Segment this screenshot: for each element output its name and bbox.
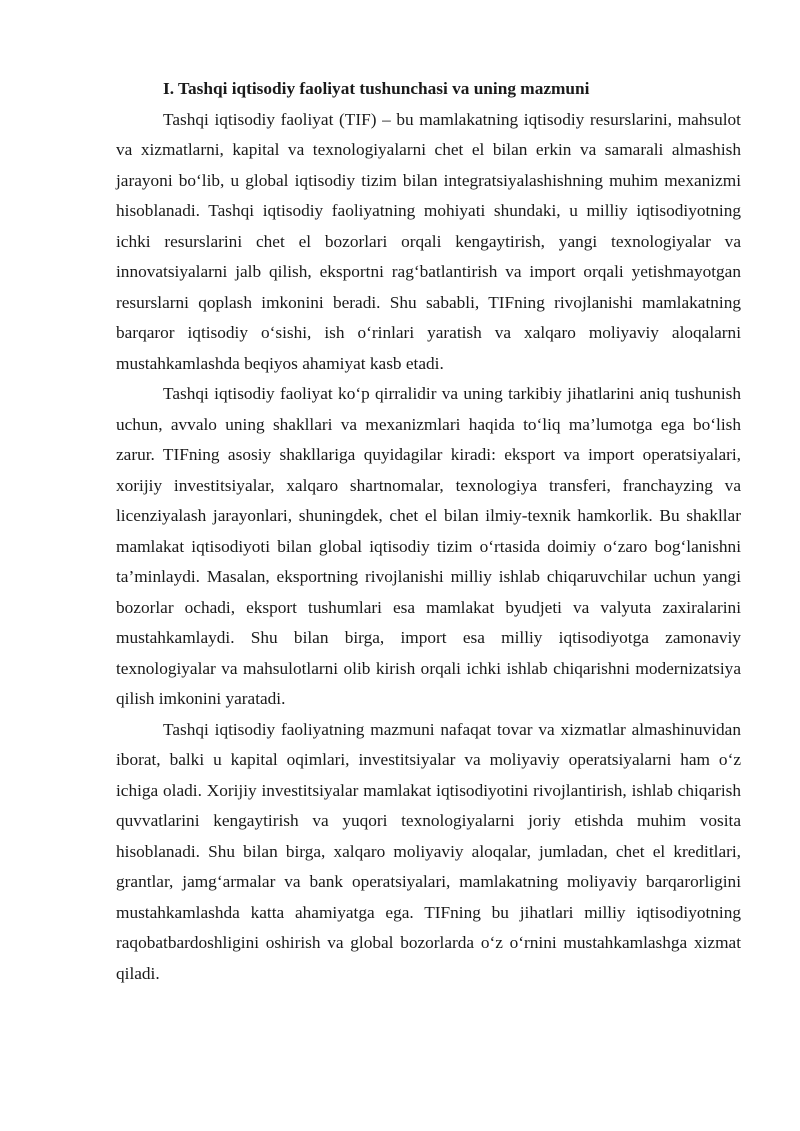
paragraph-2: Tashqi iqtisodiy faoliyat ko‘p qirralidir va uning tarkibiy jihatlarini aniq tushunish uchun, avvalo uning shakllari va mexanizmlari haqida to‘liq ma’lumotga ega bo‘lish zarur. TIFning asosiy shakllariga quyidagilar kiradi: eksport va import operatsiyalari, xorijiy investitsiyalar, xalqaro shartnomalar, texnologiya transferi, franchayzing va licenziyalash jarayonlari, shuningdek, chet el bilan ilmiy-texnik hamkorlik. Bu shakllar mamlakat iqtisodiyoti bilan global iqtisodiy tizim o‘rtasida doimiy o‘zaro bog‘lanishni ta’minlaydi. Masalan, eksportning rivojlanishi milliy ishlab chiqaruvchilar uchun yangi bozorlar ochadi, eksport tushumlari esa mamlakat byudjeti va valyuta zaxiralarini mustahkamlaydi. Shu bilan birga, import esa milliy iqtisodiyotga zamonaviy texnologiyalar va mahsulotlarni olib kirish orqali ichki ishlab chiqarishni modernizatsiya qilish imkonini yaratadi. (116, 384, 741, 708)
paragraph-1: Tashqi iqtisodiy faoliyat (TIF) – bu mamlakatning iqtisodiy resurslarini, mahsulot va xizmatlarni, kapital va texnologiyalarni chet el bilan erkin va samarali almashish jarayoni bo‘lib, u global iqtisodiy tizim bilan integratsiyalashishning muhim mexanizmi hisoblanadi. Tashqi iqtisodiy faoliyatning mohiyati shundaki, u milliy iqtisodiyotning ichki resurslarini chet el bozorlari orqali kengaytirish, yangi texnologiyalar va innovatsiyalarni jalb qilish, eksportni rag‘batlantirish va import orqali yetishmayotgan resurslarni qoplash imkonini beradi. Shu sababli, TIFning rivojlanishi mamlakatning barqaror iqtisodiy o‘sishi, ish o‘rinlari yaratish va xalqaro moliyaviy aloqalarni mustahkamlashda beqiyos ahamiyat kasb etadi. (116, 109, 741, 373)
document-page (116, 74, 741, 989)
paragraph-3: Tashqi iqtisodiy faoliyatning mazmuni nafaqat tovar va xizmatlar almashinuvidan iborat, balki u kapital oqimlari, investitsiyalar va moliyaviy operatsiyalarni ham o‘z ichiga oladi. Xorijiy investitsiyalar mamlakat iqtisodiyotini rivojlantirish, ishlab chiqarish quvvatlarini kengaytirish va yuqori texnologiyalarni joriy etishda muhim vosita hisoblanadi. Shu bilan birga, xalqaro moliyaviy aloqalar, jumladan, chet el kreditlari, grantlar, jamg‘armalar va bank operatsiyalari, mamlakatning moliyaviy barqarorligini mustahkamlashda katta ahamiyatga ega. TIFning bu jihatlari milliy iqtisodiyotning raqobatbardoshligini oshirish va global bozorlarda o‘z o‘rnini mustahkamlashga xizmat qiladi. (116, 719, 741, 983)
section-heading: I. Tashqi iqtisodiy faoliyat tushunchasi va uning mazmuni (163, 79, 590, 98)
